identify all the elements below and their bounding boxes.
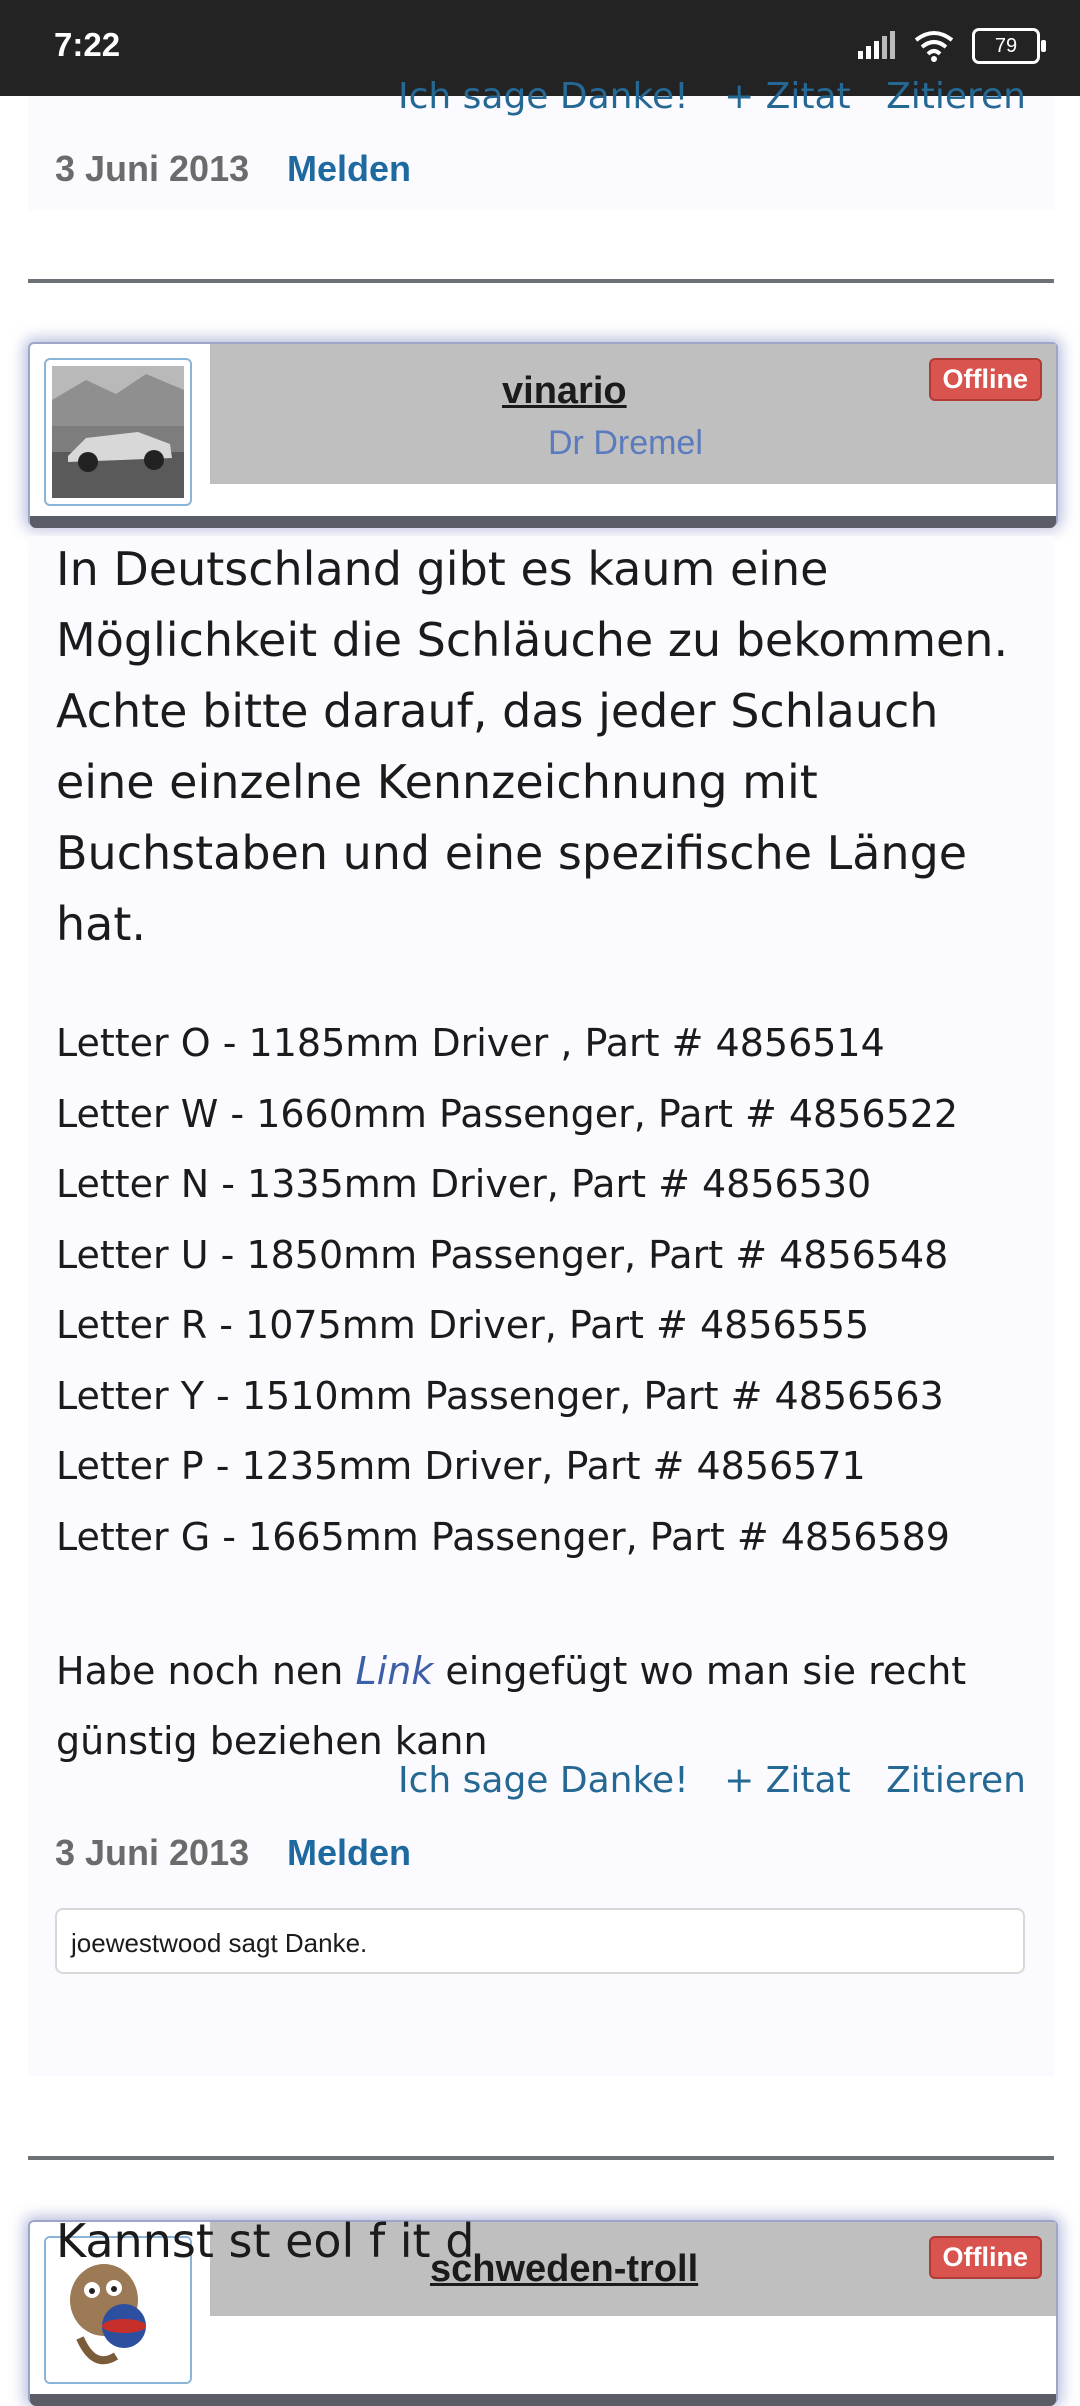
post-actions — [374, 1760, 1026, 1801]
card-shadow — [30, 516, 1056, 528]
status-time: 7:22 — [54, 26, 121, 63]
post-message — [56, 534, 1026, 1776]
username-link[interactable]: schweden-troll — [430, 2248, 699, 2290]
status-badge: Offline — [929, 2236, 1043, 2279]
post-separator — [28, 2156, 1054, 2160]
report-link[interactable]: Melden — [287, 1832, 412, 1873]
outro-text-start: Habe noch nen — [56, 1649, 356, 1693]
status-badge: Offline — [929, 358, 1043, 401]
prev-post-actions — [374, 76, 1026, 117]
list-item: Letter Y - 1510mm Passenger, Part # 4856563 — [56, 1373, 944, 1418]
list-item: Letter P - 1235mm Driver, Part # 4856571 — [56, 1444, 866, 1488]
user-title: Dr Dremel — [548, 424, 703, 462]
shop-link[interactable]: Link — [355, 1649, 434, 1693]
post-separator — [28, 279, 1054, 283]
user-card — [28, 342, 1058, 526]
quote-add-button[interactable]: + Zitat — [724, 76, 851, 117]
prev-post-date: 3 Juni 2013 — [55, 148, 250, 189]
list-item: Letter G - 1665mm Passenger, Part # 4856589 — [56, 1514, 950, 1559]
status-icons — [856, 28, 1040, 64]
post-outro — [56, 1636, 1026, 1776]
thanks-button[interactable]: Ich sage Danke! — [397, 76, 689, 117]
quote-button[interactable]: Zitieren — [886, 76, 1026, 117]
list-item: Letter W - 1660mm Passenger, Part # 4856522 — [56, 1091, 959, 1136]
battery-level: 79 — [994, 34, 1018, 57]
avatar[interactable] — [44, 358, 192, 506]
parts-list — [56, 1008, 1026, 1572]
post-date: 3 Juni 2013 — [55, 1832, 250, 1873]
next-post-partial-text: Kannst st eol f it d — [56, 2214, 475, 2268]
car-avatar-image — [46, 360, 190, 504]
prev-report-link[interactable]: Melden — [287, 148, 412, 189]
thanks-text: joewestwood sagt Danke. — [71, 1928, 368, 1958]
quote-button[interactable]: Zitieren — [886, 1760, 1026, 1801]
card-shadow — [30, 2394, 1056, 2406]
post-intro: In Deutschland gibt es kaum eine Möglichkeit die Schläuche zu bekommen. Achte bitte darauf, das jeder Schlauch eine einzelne Kennzeichnung mit Buchstaben und eine spezifische Länge hat. — [56, 542, 1009, 951]
signal-icon — [856, 31, 896, 61]
quote-add-button[interactable]: + Zitat — [724, 1760, 851, 1801]
list-item: Letter O - 1185mm Driver , Part # 4856514 — [56, 1021, 885, 1065]
outro-text-end: eingefügt wo man sie recht günstig beziehen kann — [56, 1649, 967, 1763]
list-item: Letter U - 1850mm Passenger, Part # 4856548 — [56, 1232, 949, 1277]
thanks-box — [55, 1908, 1025, 1974]
thanks-button[interactable]: Ich sage Danke! — [397, 1760, 689, 1801]
battery-icon — [972, 28, 1040, 64]
wifi-icon — [914, 30, 954, 62]
username-link[interactable]: vinario — [502, 370, 627, 412]
list-item: Letter N - 1335mm Driver, Part # 4856530 — [56, 1162, 872, 1206]
list-item: Letter R - 1075mm Driver, Part # 4856555 — [56, 1303, 870, 1347]
